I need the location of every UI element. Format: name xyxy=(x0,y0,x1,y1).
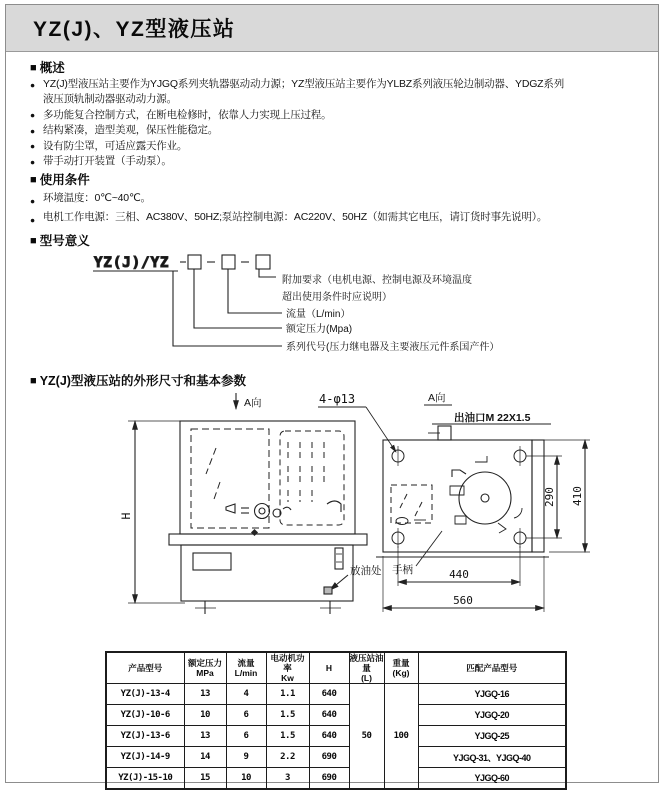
bullet-item: ● 电机工作电源：三相、AC380V、50HZ;泵站控制电源：AC220V、50HZ（如需其它电压，请订货时事先说明）。 xyxy=(30,208,638,227)
section-heading-overview: ■ 概述 xyxy=(30,60,638,77)
cell-power: 2.2 xyxy=(266,747,309,768)
cell-h: 690 xyxy=(309,747,349,768)
cell-pressure: 14 xyxy=(184,747,226,768)
cell-match: YJGQ-31、YJGQ-40 xyxy=(418,747,566,768)
page-title: YZ(J)、YZ型液压站 xyxy=(33,18,236,41)
model-meaning-diagram xyxy=(30,250,638,360)
mounting-holes-label: 4-φ13 xyxy=(319,392,356,407)
cell-power: 3 xyxy=(266,768,309,789)
col-header: 额定压力 MPa xyxy=(184,652,226,684)
cell-oil-volume: 50 xyxy=(349,684,384,789)
cell-power: 1.5 xyxy=(266,705,309,726)
col-header: 电动机功率 Kw xyxy=(266,652,309,684)
cell-match: YJGQ-16 xyxy=(418,684,566,705)
cell-flow: 6 xyxy=(226,726,266,747)
top-view-label: A向 xyxy=(428,392,446,405)
parameters-table xyxy=(105,651,567,790)
overview-bullets xyxy=(30,77,638,169)
cell-power: 1.1 xyxy=(266,684,309,705)
cell-weight: 100 xyxy=(384,684,418,789)
bullet-item: ● YZ(J)型液压站主要作为YJGQ系列夹轨器驱动动力源；YZ型液压站主要作为YLBZ系列液压轮边制动器、YDGZ系列 xyxy=(30,77,638,92)
table-row xyxy=(106,768,566,789)
bullet-item: ● 设有防尘罩，可适应露天作业。 xyxy=(30,139,638,154)
cell-model: YZ(J)-15-10 xyxy=(106,768,184,789)
front-view-drawing xyxy=(128,393,396,614)
dim-410: 410 xyxy=(571,486,584,507)
cell-model: YZ(J)-14-9 xyxy=(106,747,184,768)
section-heading-conditions: ■ 使用条件 xyxy=(30,172,638,189)
cell-pressure: 15 xyxy=(184,768,226,789)
drain-label: 放油处 xyxy=(350,565,382,578)
cell-h: 690 xyxy=(309,768,349,789)
annotation-series: 系列代号(压力继电器及主要液压元件系国产件） xyxy=(286,342,500,354)
bullet-item: ● 多功能复合控制方式，在断电检修时，依靠人力实现上压过程。 xyxy=(30,108,638,123)
section-heading-dimensions: ■ YZ(J)型液压站的外形尺寸和基本参数 xyxy=(30,373,638,390)
title-band xyxy=(6,5,658,52)
cell-h: 640 xyxy=(309,726,349,747)
cell-model: YZ(J)-13-4 xyxy=(106,684,184,705)
cell-pressure: 13 xyxy=(184,726,226,747)
cell-model: YZ(J)-10-6 xyxy=(106,705,184,726)
bullet-item: ● 带手动打开装置（手动泵）。 xyxy=(30,154,638,169)
dim-440: 440 xyxy=(449,568,469,582)
cell-h: 640 xyxy=(309,705,349,726)
dim-290: 290 xyxy=(543,487,556,508)
cell-flow: 4 xyxy=(226,684,266,705)
conditions-bullets xyxy=(30,189,638,227)
col-header: 流量 L/min xyxy=(226,652,266,684)
annotation-additional-2: 超出使用条件时应说明） xyxy=(282,292,392,304)
cell-flow: 10 xyxy=(226,768,266,789)
cell-match: YJGQ-20 xyxy=(418,705,566,726)
top-view-drawing xyxy=(376,405,590,612)
annotation-pressure: 额定压力(Mpa) xyxy=(286,324,353,336)
bullet-item: ● 环境温度：0℃~40℃。 xyxy=(30,189,638,208)
annotation-flow: 流量（L/min） xyxy=(286,309,351,321)
col-header: 重量 (Kg) xyxy=(384,652,418,684)
cell-flow: 9 xyxy=(226,747,266,768)
col-header: H xyxy=(309,652,349,684)
col-header: 液压站油量 (L) xyxy=(349,653,384,684)
table-row xyxy=(106,684,566,705)
cell-match: YJGQ-60 xyxy=(418,768,566,789)
table-row xyxy=(106,726,566,747)
bullet-item: ● 结构紧凑，造型美观，保压性能稳定。 xyxy=(30,123,638,138)
bullet-item-continuation: 液压顶轨制动器驱动动力源。 xyxy=(43,93,177,106)
cell-flow: 6 xyxy=(226,705,266,726)
cell-pressure: 10 xyxy=(184,705,226,726)
section-heading-model-meaning: ■ 型号意义 xyxy=(30,233,638,250)
front-view-label: A向 xyxy=(244,397,262,410)
model-code: YZ(J)/YZ xyxy=(94,255,170,272)
height-dim-label: H xyxy=(119,512,133,520)
cell-h: 640 xyxy=(309,684,349,705)
cell-match: YJGQ-25 xyxy=(418,726,566,747)
cell-pressure: 13 xyxy=(184,684,226,705)
table-header-row xyxy=(106,652,566,684)
cell-power: 1.5 xyxy=(266,726,309,747)
table-row xyxy=(106,747,566,768)
col-header: 产品型号 xyxy=(106,652,184,684)
dim-560: 560 xyxy=(453,594,473,608)
annotation-additional-1: 附加要求（电机电源、控制电源及环境温度 xyxy=(282,275,472,287)
table-row xyxy=(106,705,566,726)
col-header: 匹配产品型号 xyxy=(418,652,566,684)
page-content xyxy=(30,60,638,790)
outlet-label: 出油口M 22X1.5 xyxy=(454,412,531,425)
cell-model: YZ(J)-13-6 xyxy=(106,726,184,747)
handle-label: 手柄 xyxy=(392,564,413,577)
outline-drawings xyxy=(30,390,638,636)
